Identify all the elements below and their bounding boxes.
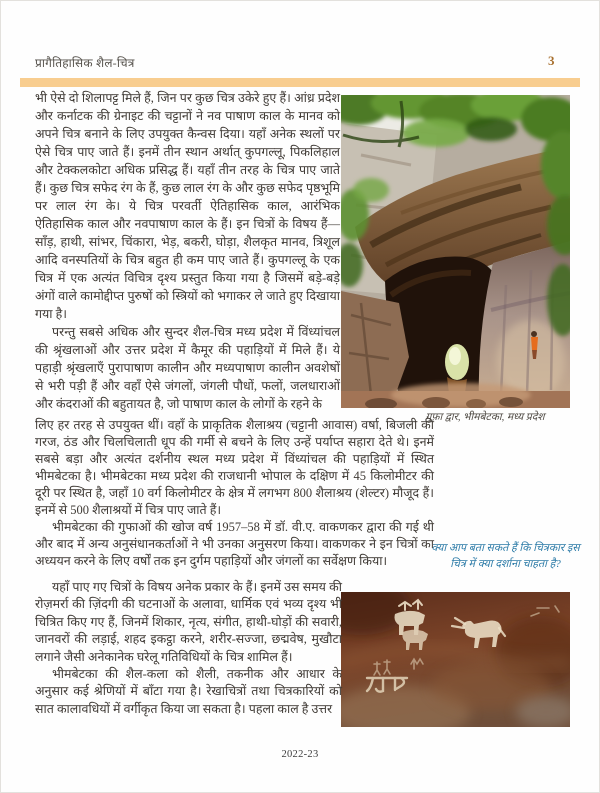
paragraph-2-continued: लिए हर तरह से उपयुक्त थीं। वहाँ के प्राकृतिक शैलाश्रय (चट्टानी आवास) वर्षा, बिजली की गरज, ठंड और चिलचिलाती धूप की गर्मी से बचने के लिए उन्हें पर्याप्त सहारा देते थे। इनमें सबसे बड़ा और अत्यंत दर्शनीय स्थल मध्य प्रदेश में विंध्यांचल की पहाड़ियों में स्थित भीमबेटका है। भीमबेटका मध्य प्रदेश की राजधानी भोपाल के दक्षिण में 45 किलोमीटर की दूरी पर स्थित है, जहाँ 10 वर्ग किलोमीटर के क्षेत्र में लगभग 800 शैलाश्रय (शेल्टर) मौजूद हैं। इनमें से 500 शैलाश्रयों में चित्र पाए जाते हैं।: [35, 418, 434, 517]
rock-art-photo: [341, 592, 570, 727]
rock-art-illustration: [341, 592, 570, 727]
cave-photo-caption: गुफ़ा द्वार, भीमबेटका, मध्य प्रदेश: [425, 412, 545, 423]
paragraph-5: भीमबेटका की शैल-कला को शैली, तकनीक और आधार के अनुसार कई श्रेणियों में बाँटा गया है। रेखाचित्रों तथा चित्रकारियों को सात कालावधियों में वर्गीकृत किया जा सकता है। पहला काल है उत्तर: [35, 667, 342, 716]
paragraph-3: भीमबेटका की गुफाओं की खोज वर्ष 1957–58 में डॉ. वी.ए. वाकणकर द्वारा की गई थी और बाद में अन्य अनुसंधानकर्ताओं ने भी उनका अनुसरण किया। वाकणकर ने इन चित्रों का अध्ययन करने के लिए वर्षों तक इन दुर्गम पहाड़ियों और जंगलों का सर्वेक्षण किया।: [35, 520, 434, 568]
cave-photo-illustration: [341, 95, 570, 408]
footer-edition-year: 2022-23: [281, 749, 319, 760]
paragraph-2: परन्तु सबसे अधिक और सुन्दर शैल-चित्र मध्य प्रदेश में विंध्यांचल की श्रृंखलाओं और उत्तर प्रदेश में कैमूर की पहाड़ियों में मिले हैं। ये पहाड़ी श्रृंखलाएँ पुरापाषाण कालीन और मध्यपाषाण कालीन अवशेषों से भरी पड़ी हैं और वहाँ ऐसे जंगलों, जंगली पौधों, फलों, जलधाराओं और कंदराओं की बहुतायत है, जो पाषाण काल के लोगों के रहने के: [35, 325, 340, 411]
paragraph-1: भी ऐसे दो शिलापट्ट मिले हैं, जिन पर कुछ चित्र उकेरे हुए हैं। आंध्र प्रदेश और कर्नाटक की ग्रेनाइट की चट्टानों ने नव पाषाण काल के मानव को अपने चित्र बनाने के लिए उपयुक्त कैन्वस दिया। यहाँ अनेक स्थलों पर ऐसे चित्र पाए जाते हैं। इनमें तीन स्थान अर्थात् कुपगल्लू, पिकलिहाल और टेक्कलकोटा अधिक प्रसिद्ध हैं। यहाँ तीन तरह के चित्र पाए जाते हैं। कुछ चित्र सफेद रंग के हैं, कुछ लाल रंग के और कुछ सफेद पृष्ठभूमि पर लाल रंग के। ये चित्र परवर्ती ऐतिहासिक काल, आरंभिक ऐतिहासिक काल और नवपाषाण काल के हैं। इन चित्रों के विषय हैं—साँड़, हाथी, सांभर, चिंकारा, भेड़, बकरी, घोड़ा, शैलकृत मानव, त्रिशूल आदि वनस्पतियों के चित्र बहुत ही कम पाए जाते हैं। कुपगल्लू के एक चित्र में एक अत्यंत विचित्र दृश्य प्रस्तुत किया गया है जिसमें बड़े-बड़े अंगों वाले कामोद्दीप्त पुरुषों को स्त्रियों को भगाकर ले जाते हुए दिखाया गया है।: [35, 91, 340, 321]
paragraph-4: यहाँ पाए गए चित्रों के विषय अनेक प्रकार के हैं। इनमें उस समय की रोज़मर्रा की ज़िंदगी की घटनाओं के अलावा, धार्मिक एवं भव्य दृश्य भी चित्रित किए गए हैं, जिनमें शिकार, नृत्य, संगीत, हाथी-घोड़ों की सवारी, जानवरों की लड़ाई, शहद इकट्ठा करने, शरीर-सज्जा, छद्मवेष, मुखौटा लगाने जैसी अनेकानेक घरेलू गतिविधियों के चित्र शामिल हैं।: [35, 580, 342, 664]
text-column-lower: [35, 579, 342, 718]
page-number: 3: [548, 53, 555, 68]
text-column-wide: [35, 417, 434, 570]
margin-question-text: क्या आप बता सकते हैं कि चित्रकार इस चित्र में क्या दर्शाना चाहता है?: [431, 542, 580, 570]
cave-entrance-photo: [341, 95, 570, 408]
header-accent-bar: [20, 78, 580, 87]
running-header-title: प्रागैतिहासिक शैल-चित्र: [35, 56, 135, 70]
text-column-upper: [35, 89, 340, 413]
